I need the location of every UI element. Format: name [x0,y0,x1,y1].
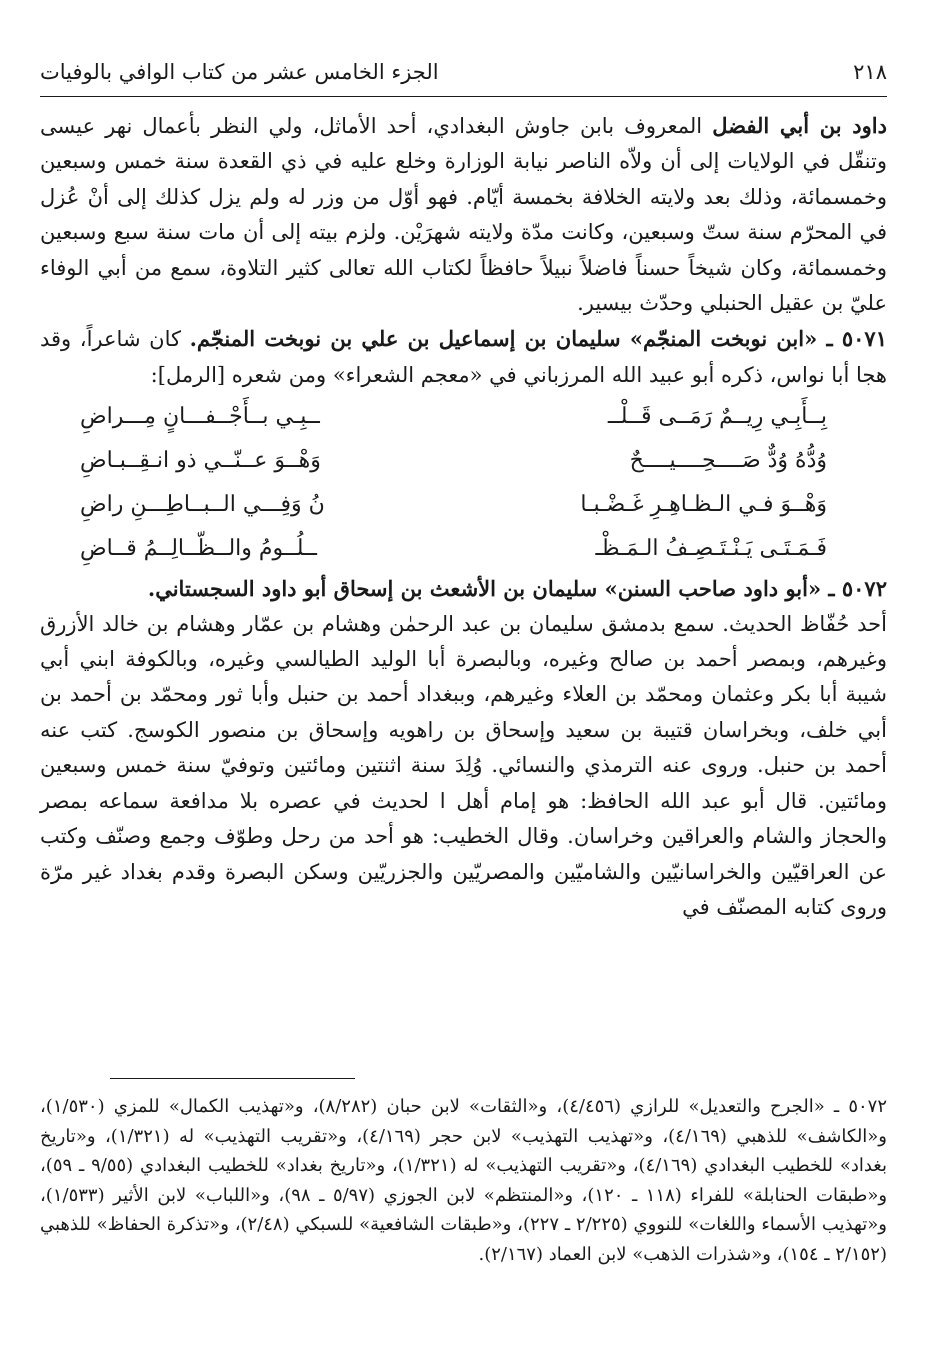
verse-second-hemistich: ــلُــومُ والــظّــالِــمُ قــاضِ [80,536,317,562]
footnote-divider [110,1078,355,1079]
verse-line [80,439,827,483]
footnote-5072: ٥٠٧٢ ـ «الجرح والتعديل» للرازي (٤/٤٥٦)، و«الثقات» لابن حبان (٨/٢٨٢)، و«تهذيب الكمال» للمزي (١/٥٣٠)، و«الكاشف» للذهبي (٤/١٦٩)، و«تهذيب التهذيب» لابن حجر (٤/١٦٩)، و«تقريب التهذيب» له (١/٣٢١)، و«تاريخ بغداد» للخطيب البغدادي (٤/١٦٩)، و«تقريب التهذيب» له (١/٣٢١)، و«تاريخ بغداد» للخطيب البغدادي (٩/٥٥ ـ ٥٩)، و«طبقات الحنابلة» للفراء (١١٨ ـ ١٢٠)، و«المنتظم» لابن الجوزي (٥/٩٧ ـ ٩٨)، و«اللباب» لابن الأثير (١/٥٣٣)، و«تهذيب الأسماء واللغات» للنووي (٢/٢٢٥ ـ ٢٢٧)، و«طبقات الشافعية» للسبكي (٢/٤٨)، و«تذكرة الحفاظ» للذهبي (٢/١٥٢ ـ ١٥٤)، و«شذرات الذهب» لابن العماد (٢/١٦٧). [40,1096,888,1265]
verse-second-hemistich: وَهْــوَ عــنّــي ذو انـقِــبـاضِ [80,448,321,474]
running-title: الجزء الخامس عشر من كتاب الوافي بالوفيات [40,60,439,84]
verse-second-hemistich: نُ وَفِـــي الــبــاطِـــنِ راضِ [80,492,325,518]
verse-first-hemistich: وُدُّهُ وُدٌّ صَــــحِــــيــــحٌ [629,448,827,474]
entry-5071-heading: ٥٠٧١ ـ «ابن نوبخت المنجّم» سليمان بن إسماعيل بن علي بن نوبخت المنجّم. [189,326,887,352]
verse-first-hemistich: بِــأَبِـي رِيــمٌ رَمَــى قَــلْــ [607,404,827,430]
main-text [40,108,887,925]
page-header [40,50,887,94]
footnotes [40,1092,887,1270]
entry-dawud [40,108,887,321]
verse-second-hemistich: ــبِـي بــأَجْــفـــانٍ مِـــراضِ [80,404,320,430]
verse-line [80,483,827,527]
entry-5072-text: أحد حُفّاظ الحديث. سمع بدمشق سليمان بن عبد الرحمٰن وهشام بن عمّار وهشام بن خالد الأزرق وغيرهم، وبمصر أحمد بن صالح وغيره، وبالبصرة أبا الوليد الطيالسي وغيره، وبالكوفة ابني أبي شيبة أبا بكر وعثمان ومحمّد بن العلاء وغيرهم، وببغداد أحمد بن حنبل وأبا ثور ومحمّد بن أحمد بن أبي خلف، وبخراسان قتيبة بن سعيد وإسحاق بن راهويه وإسحاق بن منصور الكوسج. كتب عنه أحمد بن حنبل. وروى عنه الترمذي والنسائي. وُلِدَ سنة اثنتين ومائتين وتوفيّ سنة خمس وسبعين ومائتين. قال أبو عبد الله الحافظ: هو إمام أهل ا لحديث في عصره بلا مدافعة سماعه بمصر والحجاز والشام والعراقين وخراسان. وقال الخطيب: هو أحد من رحل وطوّف وجمع وصنّف وكتب عن العراقيّين والخراسانيّين والشاميّين والمصريّين والجزريّين وسكن البصرة وقدم بغداد غير مرّة وروى كتابه المصنّف في [40,611,887,919]
entry-5071 [40,321,887,393]
verse-line [80,395,827,439]
entry-dawud-name: داود بن أبي الفضل [712,113,887,138]
verse-first-hemistich: وَهْــوَ فـي الـظـاهِـرِ غَـضْـبـا [580,492,827,518]
entry-dawud-text: المعروف بابن جاوش البغدادي، أحد الأماثل، ولي النظر بأعمال نهر عيسى وتنقّل في الولايات إلى أن ولاّه الناصر نيابة الوزارة وخلع عليه في ذي القعدة سنة خمس وسبعين وخمسمائة، وذلك بعد ولايته الخلافة بخمسة أيّام. فهو أوّل من وزر له ولم يزل كذلك إلى أنْ عُزل في المحرّم سنة ستّ وسبعين، وكانت مدّة ولايته شهرَيْن. ولزم بيته إلى أن مات سنة سبع وسبعين وخمسمائة، وكان شيخاً حسناً فاضلاً نبيلاً حافظاً لكتاب الله تعالى كثير التلاوة، سمع من أبي الوفاء عليّ بن عقيل الحنبلي وحدّث بيسير. [40,114,887,316]
header-divider [40,96,887,97]
entry-5071-text: كان شاعراً، وقد هجا أبا نواس، ذكره أبو عبيد الله المرزباني في «معجم الشعراء» ومن شعره [الرمل]: [40,327,887,387]
page-number: ٢١٨ [853,60,887,84]
book-page [40,0,887,1367]
entry-5072-heading: ٥٠٧٢ ـ «أبو داود صاحب السنن» سليمان بن الأشعث بن إسحاق أبو داود السجستاني. [147,576,887,602]
verse-first-hemistich: فَـمَـتَـى يَـنْـتَـصِـفُ الـمَـظْـ [595,536,827,562]
poem [40,395,887,571]
verse-line [80,527,827,571]
